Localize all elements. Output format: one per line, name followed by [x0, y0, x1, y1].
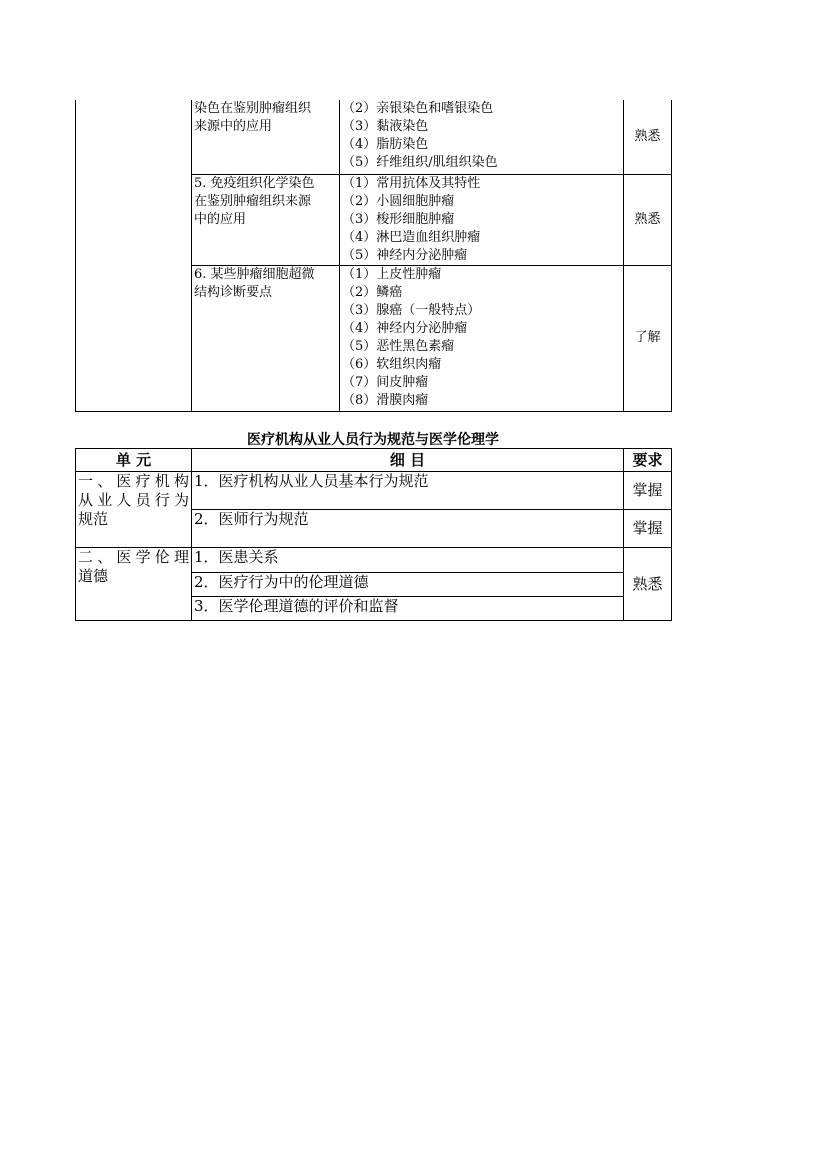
section-title: 医疗机构从业人员行为规范与医学伦理学: [247, 432, 499, 448]
detail-cell: 1．医疗机构从业人员基本行为规范: [192, 472, 624, 510]
header-requirement: 要求: [624, 449, 672, 472]
requirement-cell: 掌握: [624, 510, 672, 548]
unit-cell: 一、医疗机构 从业人员行为 规范: [76, 472, 192, 548]
unit-cell: 二、医学伦理 道德: [76, 548, 192, 621]
detail-cell: 6. 某些肿瘤细胞超微 结构诊断要点: [192, 265, 340, 411]
items-cell: （1）上皮性肿瘤 （2）鳞癌 （3）腺癌（一般特点） （4）神经内分泌肿瘤 （5）恶性黑色素瘤 （6）软组织肉瘤 （7）间皮肿瘤 （8）滑膜肉瘤: [340, 265, 624, 411]
header-detail: 细 目: [192, 449, 624, 472]
syllabus-table-continued: [75, 100, 672, 412]
requirement-cell: 熟悉: [624, 174, 672, 265]
detail-cell: 5. 免疫组织化学染色 在鉴别肿瘤组织来源 中的应用: [192, 174, 340, 265]
requirement-cell: 熟悉: [624, 548, 672, 621]
header-unit: 单 元: [76, 449, 192, 472]
detail-cell: 1．医患关系: [192, 548, 624, 573]
detail-cell: 染色在鉴别肿瘤组织 来源中的应用: [192, 100, 340, 174]
requirement-cell: 熟悉: [624, 100, 672, 174]
items-cell: （2）亲银染色和嗜银染色 （3）黏液染色 （4）脂肪染色 （5）纤维组织/肌组织染色: [340, 100, 624, 174]
items-cell: （1）常用抗体及其特性 （2）小圆细胞肿瘤 （3）梭形细胞肿瘤 （4）淋巴造血组织肿瘤 （5）神经内分泌肿瘤: [340, 174, 624, 265]
detail-cell: 2．医师行为规范: [192, 510, 624, 548]
detail-cell: 2．医疗行为中的伦理道德: [192, 573, 624, 597]
ethics-syllabus-table: [75, 448, 672, 621]
requirement-cell: 掌握: [624, 472, 672, 510]
unit-cell-empty: [76, 100, 192, 411]
detail-cell: 3．医学伦理道德的评价和监督: [192, 597, 624, 621]
requirement-cell: 了解: [624, 265, 672, 411]
